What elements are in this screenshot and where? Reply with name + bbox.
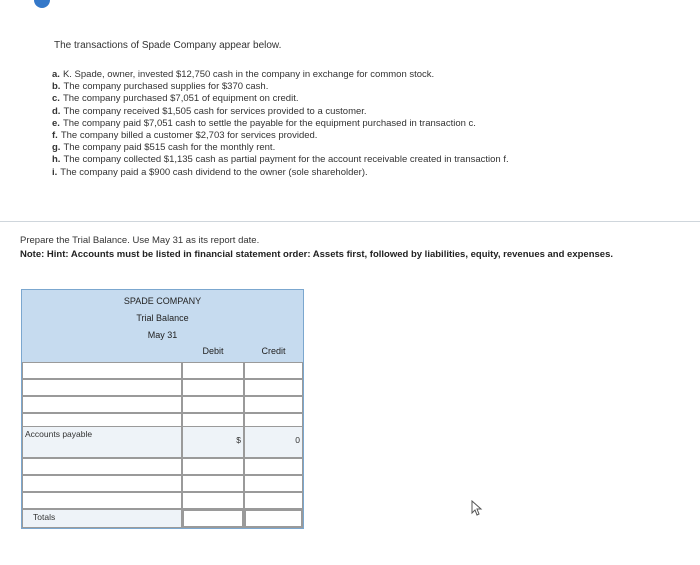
problem-panel [0,0,700,222]
accounts-payable-label: Accounts payable [25,429,93,439]
transaction-list [52,69,509,179]
debit-cell [182,426,244,458]
credit-input[interactable] [244,458,303,475]
table-row-accounts-payable [22,426,303,458]
list-item: i. The company paid a $900 cash dividend to the owner (sole shareholder). [52,166,368,178]
totals-label-cell [22,509,182,528]
status-badge [34,0,50,8]
debit-input[interactable] [182,475,244,492]
debit-input[interactable] [182,492,244,509]
report-date: May 31 [147,330,178,340]
debit-input[interactable] [182,362,244,379]
credit-input[interactable] [244,379,303,396]
account-select[interactable] [22,362,182,379]
instruction-text: Prepare the Trial Balance. Use May 31 as its report date. [20,235,260,246]
mouse-pointer-icon [470,500,484,516]
account-select[interactable] [22,475,182,492]
list-item: f. The company billed a customer $2,703 for services provided. [52,130,318,142]
list-item: e. The company paid $7,051 cash to settle the payable for the equipment purchased in transaction c. [52,117,476,129]
totals-credit-input[interactable] [244,509,303,528]
hint-note: Note: Hint: Accounts must be listed in financial statement order: Assets first, followed by liabilities, equity, revenues and expenses. [20,249,614,260]
company-name: SPADE COMPANY [123,296,202,306]
list-item: a. K. Spade, owner, invested $12,750 cash in the company in exchange for common stock. [52,69,435,80]
debit-input[interactable] [182,396,244,413]
account-select[interactable] [22,396,182,413]
credit-input[interactable] [244,492,303,509]
column-header-debit: Debit [202,346,224,356]
table-row-totals [22,509,303,528]
credit-input[interactable] [244,362,303,379]
table-row [22,475,303,492]
credit-input[interactable] [244,475,303,492]
account-label [22,426,182,458]
currency-symbol: $ [236,435,241,445]
column-header-credit: Credit [261,346,286,356]
list-item: c. The company purchased $7,051 of equipment on credit. [52,93,299,105]
statement-title: Trial Balance [136,313,189,323]
table-header [22,290,303,362]
list-item: h. The company collected $1,135 cash as partial payment for the account receivable created in transaction f. [52,154,509,166]
totals-label: Totals [33,512,56,522]
accounts-payable-credit: 0 [295,435,300,445]
table-row [22,396,303,413]
debit-input[interactable] [182,379,244,396]
table-row [22,362,303,379]
table-row [22,379,303,396]
account-select[interactable] [22,492,182,509]
account-select[interactable] [22,379,182,396]
debit-input[interactable] [182,458,244,475]
list-item: b. The company purchased supplies for $370 cash. [52,81,269,93]
problem-intro: The transactions of Spade Company appear below. [54,40,282,51]
account-select[interactable] [22,458,182,475]
trial-balance-table [21,289,304,529]
table-row [22,492,303,509]
list-item: d. The company received $1,505 cash for services provided to a customer. [52,105,367,117]
totals-debit-input[interactable] [182,509,244,528]
table-row [22,458,303,475]
credit-input[interactable] [244,396,303,413]
credit-cell [244,426,303,458]
list-item: g. The company paid $515 cash for the monthly rent. [52,142,276,154]
